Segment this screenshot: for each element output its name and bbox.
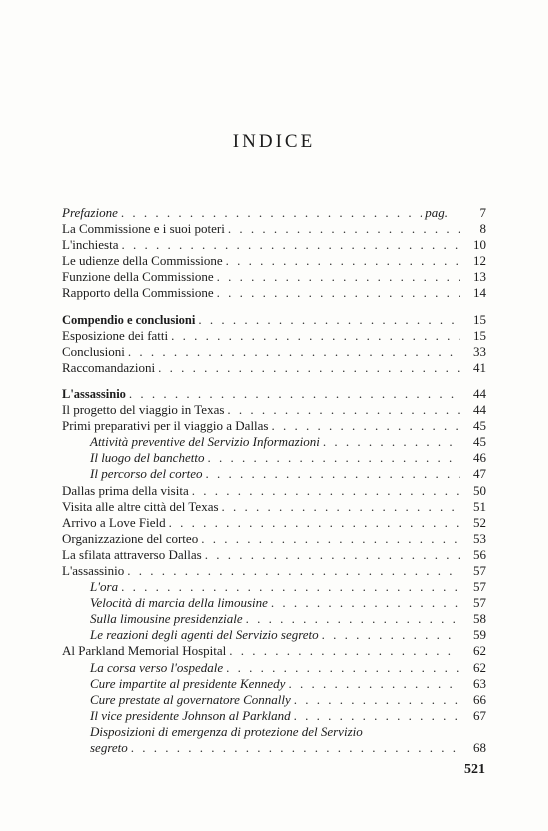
toc-entry-title: Il progetto del viaggio in Texas bbox=[62, 402, 227, 418]
toc-entry bbox=[62, 386, 486, 402]
page-title: INDICE bbox=[232, 131, 316, 152]
toc-entry-title: Il luogo del banchetto bbox=[90, 450, 207, 466]
dot-leader bbox=[229, 643, 460, 659]
toc-entry-title: L'inchiesta bbox=[62, 237, 122, 253]
toc-entry-page: 46 bbox=[473, 450, 486, 466]
toc-section bbox=[62, 205, 486, 302]
toc-entry bbox=[62, 285, 486, 301]
toc-entry bbox=[62, 547, 486, 563]
toc-entry bbox=[62, 402, 486, 418]
toc-entry-page: 13 bbox=[473, 269, 486, 285]
toc-entry bbox=[62, 205, 486, 221]
toc-entry-title: Compendio e conclusioni bbox=[62, 312, 198, 328]
section-gap bbox=[62, 302, 486, 312]
toc-entry-title: Raccomandazioni bbox=[62, 360, 158, 376]
toc-entry-title: L'assassinio bbox=[62, 563, 127, 579]
dot-leader bbox=[206, 466, 460, 482]
toc-entry-page: 15 bbox=[473, 311, 486, 327]
toc-entry bbox=[62, 595, 486, 611]
toc-entry-page: 57 bbox=[473, 595, 486, 611]
dot-leader bbox=[226, 253, 460, 269]
toc-entry-page: 45 bbox=[473, 434, 486, 450]
toc-entry-page: 8 bbox=[479, 221, 486, 237]
toc-entry-page: 58 bbox=[473, 611, 486, 627]
toc-entry-page: 62 bbox=[473, 643, 486, 659]
toc-entry-title: Sulla limousine presidenziale bbox=[90, 611, 246, 627]
toc-entry-page: 56 bbox=[473, 546, 486, 562]
toc-entry bbox=[62, 531, 486, 547]
toc-entry-page: 57 bbox=[473, 579, 486, 595]
dot-leader bbox=[192, 483, 460, 499]
toc-entry bbox=[62, 708, 486, 724]
section-gap bbox=[62, 376, 486, 386]
toc-entry-page: 47 bbox=[473, 466, 486, 482]
toc-entry bbox=[62, 611, 486, 627]
toc-entry bbox=[62, 253, 486, 269]
toc-entry bbox=[62, 360, 486, 376]
dot-leader bbox=[322, 627, 460, 643]
toc-entry-page: 44 bbox=[473, 402, 486, 418]
toc-entry-page: 44 bbox=[473, 385, 486, 401]
toc-entry-title: Rapporto della Commissione bbox=[62, 285, 217, 301]
toc-entry bbox=[62, 692, 486, 708]
toc-entry-title: Visita alle altre città del Texas bbox=[62, 499, 222, 515]
toc-entry-page: 57 bbox=[473, 562, 486, 578]
dot-leader bbox=[226, 660, 460, 676]
toc-entry-page: 41 bbox=[473, 359, 486, 375]
toc-entry bbox=[62, 627, 486, 643]
toc-section bbox=[62, 386, 486, 724]
toc-entry bbox=[62, 515, 486, 531]
toc-entry-title: Le udienze della Commissione bbox=[62, 253, 226, 269]
toc-entry-page: 50 bbox=[473, 482, 486, 498]
dot-leader bbox=[294, 708, 460, 724]
toc-entry-title: Cure impartite al presidente Kennedy bbox=[90, 676, 288, 692]
toc-entry-page: 52 bbox=[473, 514, 486, 530]
toc-entry-page: 45 bbox=[473, 418, 486, 434]
dot-leader bbox=[122, 237, 461, 253]
toc-entry-page: 10 bbox=[473, 237, 486, 253]
toc-entry-title: L'assassinio bbox=[62, 386, 129, 402]
dot-leader bbox=[217, 285, 460, 301]
toc-entry bbox=[62, 483, 486, 499]
dot-leader bbox=[294, 692, 460, 708]
toc-entry-page: 62 bbox=[473, 659, 486, 675]
dot-leader bbox=[171, 328, 460, 344]
dot-leader bbox=[246, 611, 460, 627]
toc-entry-title: Velocità di marcia della limousine bbox=[90, 595, 271, 611]
toc-entry-title: Dallas prima della visita bbox=[62, 483, 192, 499]
toc-entry bbox=[62, 328, 486, 344]
dot-leader bbox=[323, 434, 460, 450]
dot-leader bbox=[129, 386, 460, 402]
toc-entry-page: 15 bbox=[473, 327, 486, 343]
toc-entry bbox=[62, 499, 486, 515]
dot-leader bbox=[222, 499, 460, 515]
toc-entry-title: Il vice presidente Johnson al Parkland bbox=[90, 708, 294, 724]
dot-leader bbox=[271, 595, 460, 611]
toc-entry-title: Organizzazione del corteo bbox=[62, 531, 201, 547]
dot-leader bbox=[158, 360, 460, 376]
dot-leader bbox=[288, 676, 460, 692]
toc-entry bbox=[62, 450, 486, 466]
page-number: 521 bbox=[464, 762, 485, 777]
toc-entry-title-line2: segreto bbox=[90, 740, 131, 756]
toc-entry-page: 51 bbox=[473, 498, 486, 514]
toc-entry-line2 bbox=[62, 740, 486, 756]
toc-entry-page: 12 bbox=[473, 253, 486, 269]
toc-entry-page: 33 bbox=[473, 343, 486, 359]
toc-entry-title: Al Parkland Memorial Hospital bbox=[62, 643, 229, 659]
toc-entry-title: Le reazioni degli agenti del Servizio segreto bbox=[90, 627, 322, 643]
dot-leader bbox=[198, 312, 460, 328]
dot-leader bbox=[169, 515, 460, 531]
dot-leader bbox=[207, 450, 460, 466]
toc-entry-title: L'ora bbox=[90, 579, 121, 595]
dot-leader bbox=[128, 344, 460, 360]
toc-entry bbox=[62, 269, 486, 285]
toc-entry bbox=[62, 221, 486, 237]
dot-leader bbox=[121, 579, 460, 595]
dot-leader bbox=[121, 205, 422, 221]
toc-entry bbox=[62, 660, 486, 676]
toc-entry-title: La corsa verso l'ospedale bbox=[90, 660, 226, 676]
toc-entry-page: 14 bbox=[473, 285, 486, 301]
toc-entry-page: 59 bbox=[473, 627, 486, 643]
toc-entry bbox=[62, 418, 486, 434]
toc-entry-page: 53 bbox=[473, 530, 486, 546]
toc-entry-title: Arrivo a Love Field bbox=[62, 515, 169, 531]
toc-entry-page: 66 bbox=[473, 691, 486, 707]
toc-entry-title: Esposizione dei fatti bbox=[62, 328, 171, 344]
dot-leader bbox=[228, 221, 460, 237]
toc-entry bbox=[62, 466, 486, 482]
dot-leader bbox=[217, 269, 460, 285]
toc-entry bbox=[62, 676, 486, 692]
toc-entry-title: Funzione della Commissione bbox=[62, 269, 217, 285]
dot-leader bbox=[127, 563, 460, 579]
toc-entry-page: 7 bbox=[479, 205, 486, 220]
dot-leader bbox=[131, 740, 460, 756]
toc-entry bbox=[62, 344, 486, 360]
toc-entry bbox=[62, 643, 486, 659]
toc-entry-page: 68 bbox=[473, 739, 486, 755]
toc-entry-title: La sfilata attraverso Dallas bbox=[62, 547, 205, 563]
toc-entry-page: 63 bbox=[473, 675, 486, 691]
toc-entry-title: Attività preventive del Servizio Informazioni bbox=[90, 434, 323, 450]
toc-entry bbox=[62, 579, 486, 595]
dot-leader bbox=[201, 531, 460, 547]
toc-entry bbox=[62, 312, 486, 328]
dot-leader bbox=[227, 402, 460, 418]
toc-entry-title: Prefazione bbox=[62, 205, 121, 221]
toc-entry-title: Cure prestate al governatore Connally bbox=[90, 692, 294, 708]
toc-section bbox=[62, 312, 486, 376]
dot-leader bbox=[272, 418, 461, 434]
dot-leader bbox=[205, 547, 460, 563]
toc-entry bbox=[62, 434, 486, 450]
toc-entry-title-line1: Disposizioni di emergenza di protezione del Servizio bbox=[90, 723, 363, 739]
toc-entry bbox=[62, 563, 486, 579]
table-of-contents bbox=[62, 205, 486, 756]
page-abbrev: pag. bbox=[422, 205, 460, 221]
toc-entry-title: Primi preparativi per il viaggio a Dallas bbox=[62, 418, 272, 434]
toc-entry-title: Il percorso del corteo bbox=[90, 466, 206, 482]
toc-entry bbox=[62, 237, 486, 253]
toc-entry-title: La Commissione e i suoi poteri bbox=[62, 221, 228, 237]
toc-entry-title: Conclusioni bbox=[62, 344, 128, 360]
toc-entry-page: 67 bbox=[473, 707, 486, 723]
toc-entry-wrapped bbox=[62, 724, 486, 756]
